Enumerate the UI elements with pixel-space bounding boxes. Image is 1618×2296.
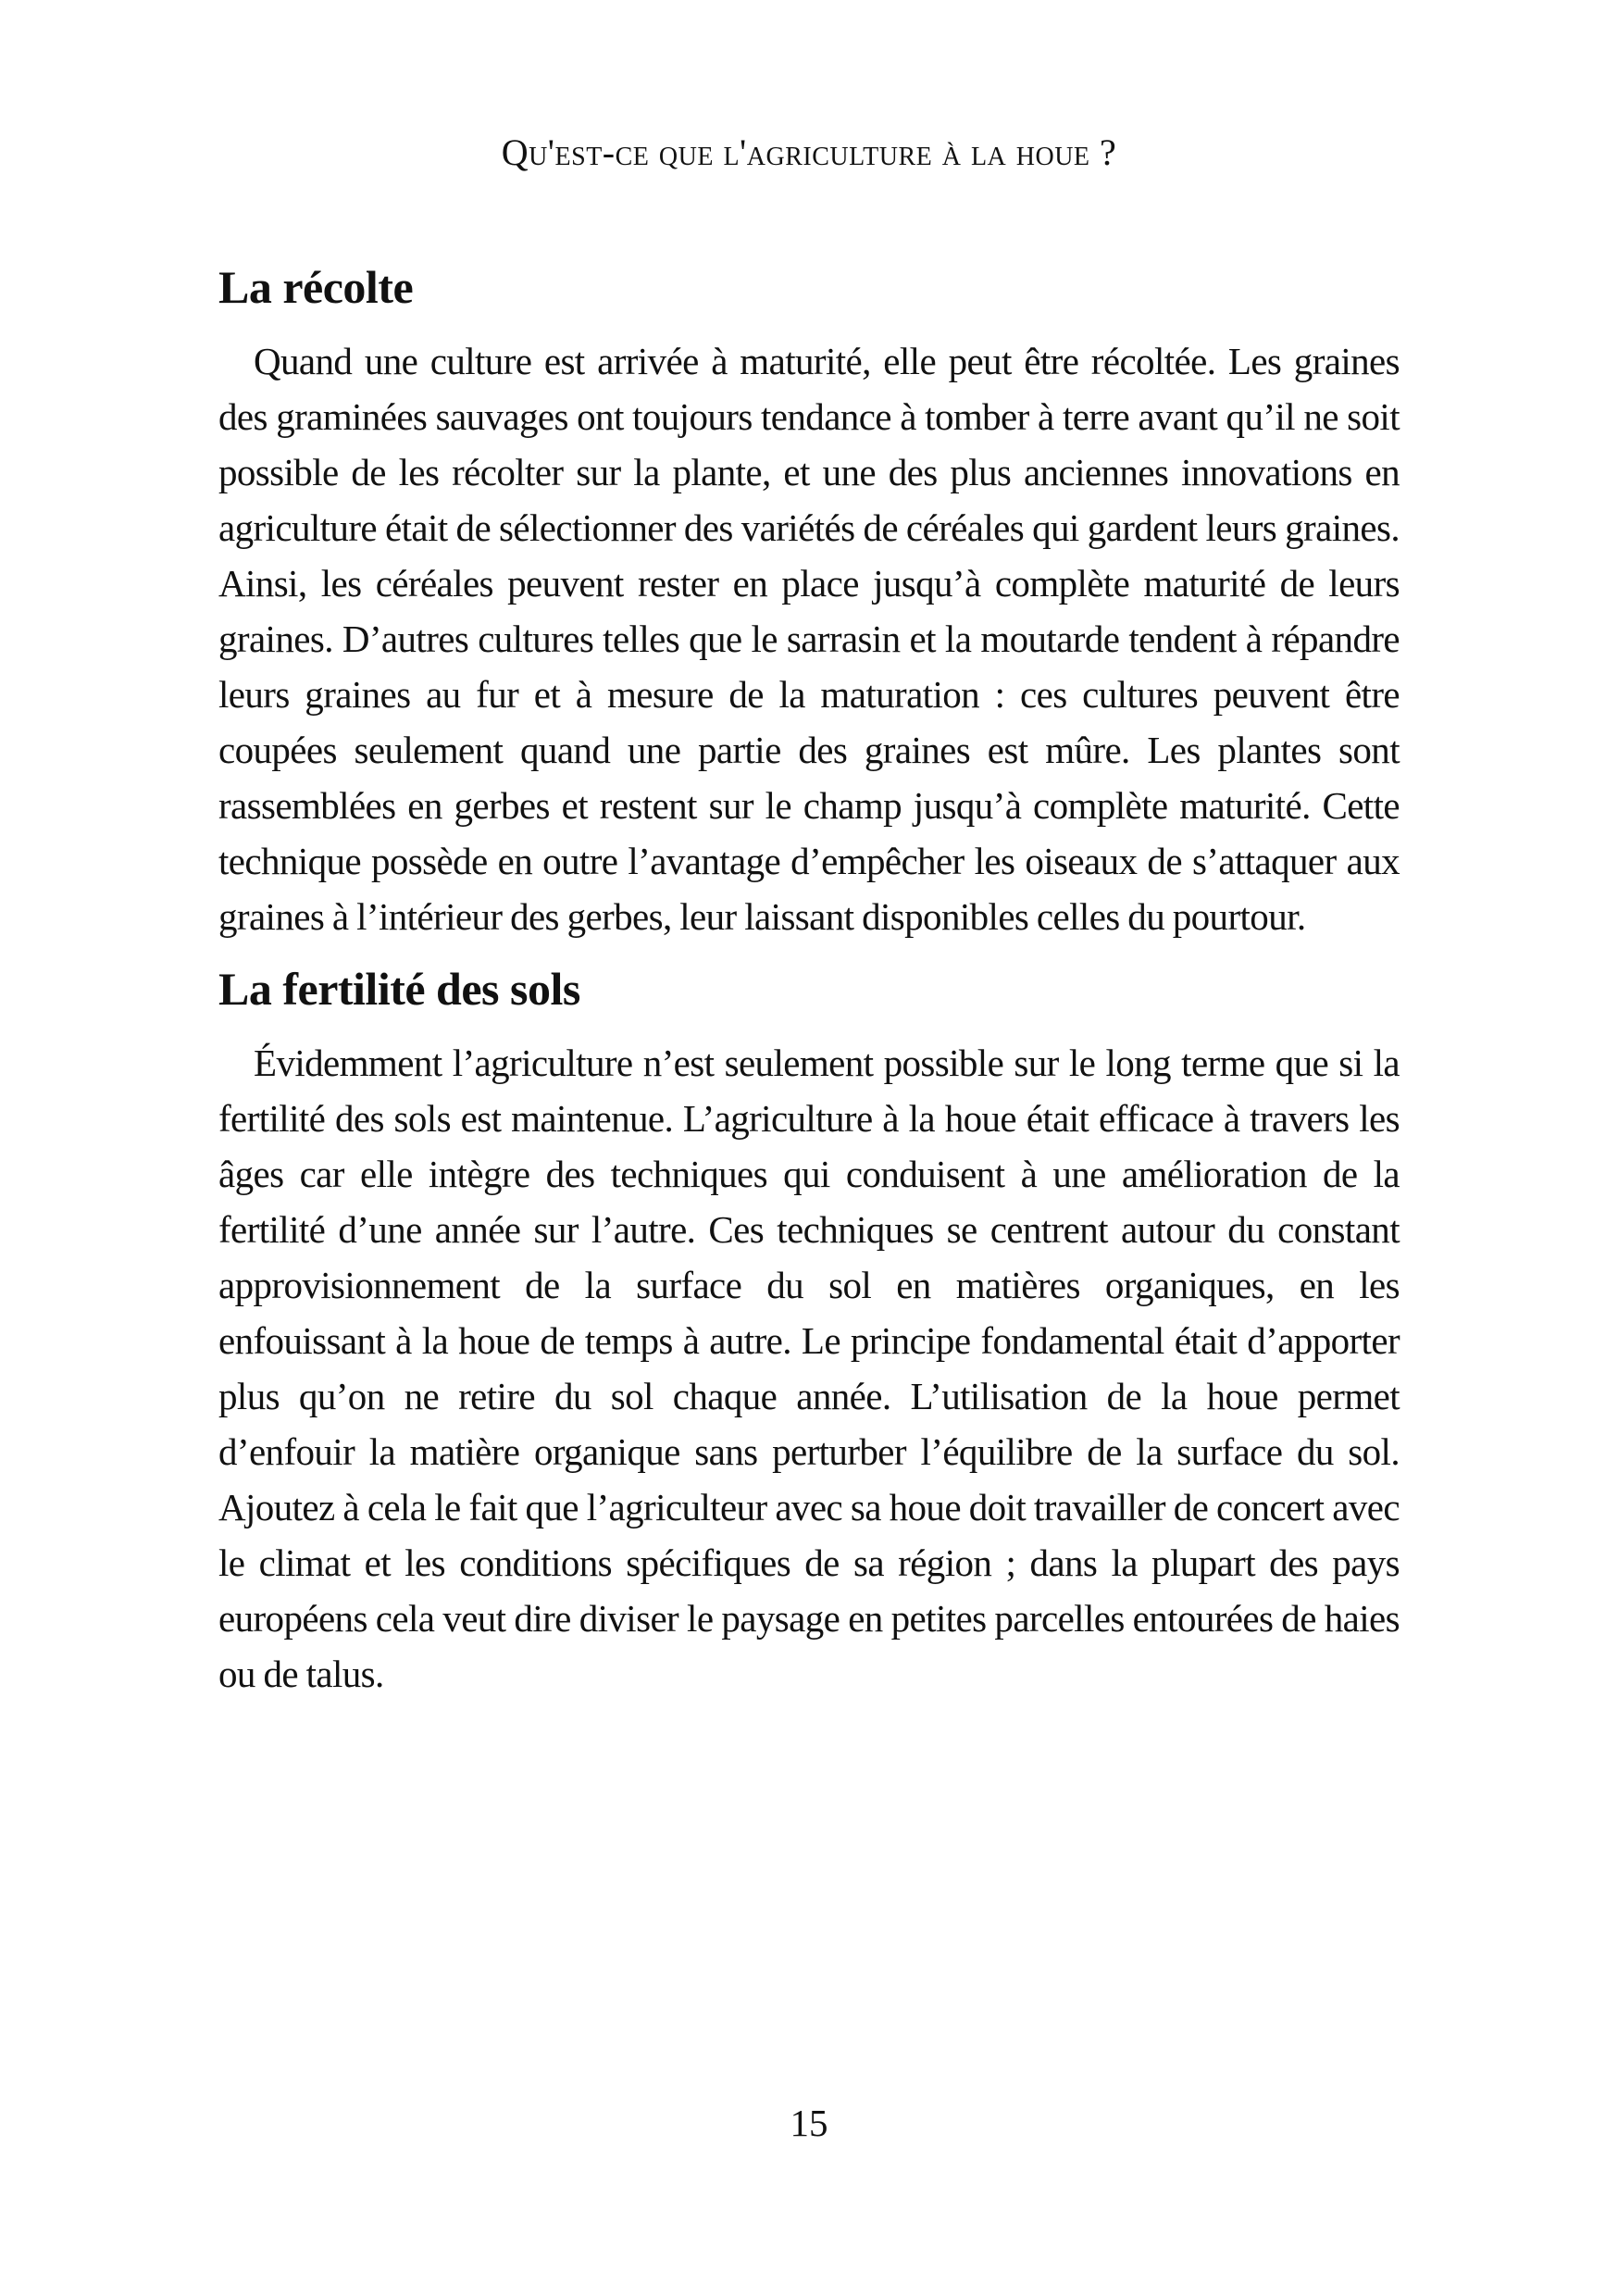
page-body	[218, 257, 1400, 1702]
section-title-fertilite: La fertilité des sols	[218, 963, 580, 1015]
paragraph-fertilite: Évidemment l’agriculture n’est seulement possible sur le long terme que si la fertilité des sols est maintenue. L’agriculture à la houe était efficace à travers les âges car elle intègre des techniques qui conduisent à une amélioration de la fertilité d’une année sur l’autre. Ces techniques se centrent autour du constant approvisionnement de la surface du sol en matières organiques, en les enfouissant à la houe de temps à autre. Le principe fondamental était d’apporter plus qu’on ne retire du sol chaque année. L’utilisation de la houe permet d’enfouir la matière organique sans perturber l’équilibre de la surface du sol. Ajoutez à cela le fait que l’agriculteur avec sa houe doit travailler de concert avec le climat et les conditions spécifiques de sa région ; dans la plupart des pays européens cela veut dire diviser le paysage en petites parcelles entourées de haies ou de talus.	[218, 1042, 1400, 1695]
running-head: Qu'est-ce que l'agriculture à la houe ?	[501, 131, 1117, 173]
section-title-recolte: La récolte	[218, 261, 414, 313]
paragraph-recolte: Quand une culture est arrivée à maturité, elle peut être récoltée. Les graines des graminées sauvages ont toujours tendance à tomber à terre avant qu’il ne soit possible de les récolter sur la plante, et une des plus anciennes innovations en agriculture était de sélectionner des variétés de céréales qui gardent leurs graines. Ainsi, les céréales peuvent rester en place jusqu’à complète maturité de leurs graines. D’autres cultures telles que le sarrasin et la moutarde tendent à répandre leurs graines au fur et à mesure de la maturation : ces cultures peuvent être coupées seulement quand une partie des graines est mûre. Les plantes sont rassemblées en gerbes et restent sur le champ jusqu’à complète maturité. Cette technique possède en outre l’avantage d’empêcher les oiseaux de s’attaquer aux graines à l’intérieur des gerbes, leur laissant disponibles celles du pourtour.	[218, 340, 1400, 938]
page-number: 15	[790, 2102, 828, 2144]
